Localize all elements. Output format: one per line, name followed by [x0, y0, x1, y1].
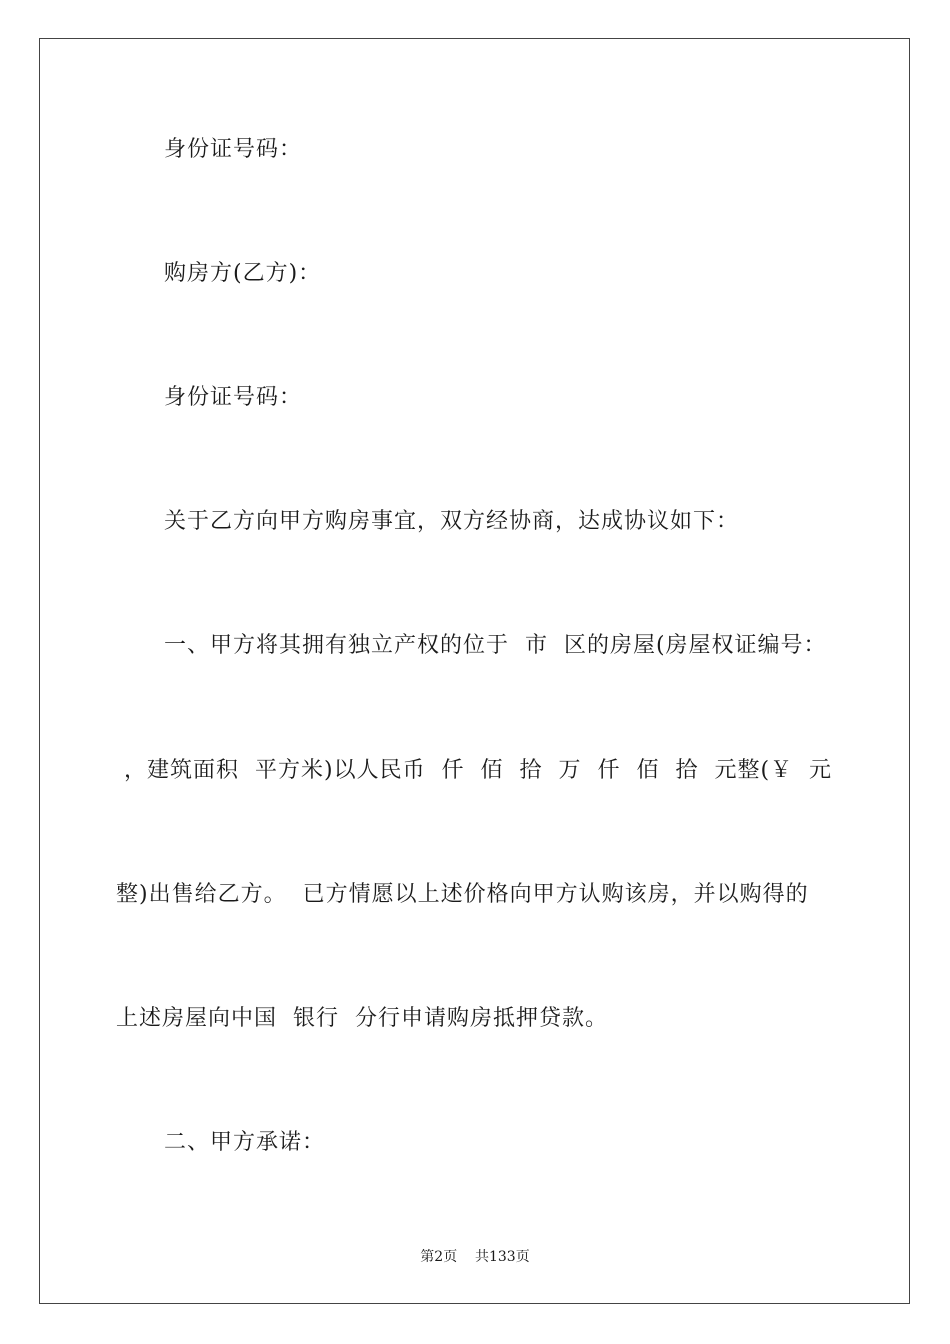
agreement-intro-paragraph: 关于乙方向甲方购房事宜，双方经协商，达成协议如下： [164, 509, 740, 534]
page-border [39, 38, 910, 1304]
clause-one-line-2: ，建筑面积 平方米)以人民币 仟 佰 拾 万 仟 佰 拾 元整(￥ 元 [116, 758, 833, 783]
clause-one-line-4: 上述房屋向中国 银行 分行申请购房抵押贷款。 [116, 1006, 608, 1031]
buyer-id-number-label: 身份证号码： [164, 385, 303, 410]
clause-one-line-1: 一、甲方将其拥有独立产权的位于 市 区的房屋(房屋权证编号： [164, 633, 827, 658]
clause-two-heading: 二、甲方承诺： [164, 1130, 326, 1155]
page-number-footer: 第2页 共133页 [420, 1249, 530, 1265]
seller-id-number-label: 身份证号码： [164, 137, 303, 162]
clause-one-line-3: 整)出售给乙方。 已方情愿以上述价格向甲方认购该房，并以购得的 [116, 882, 809, 907]
buyer-party-label: 购房方(乙方)： [164, 261, 322, 286]
